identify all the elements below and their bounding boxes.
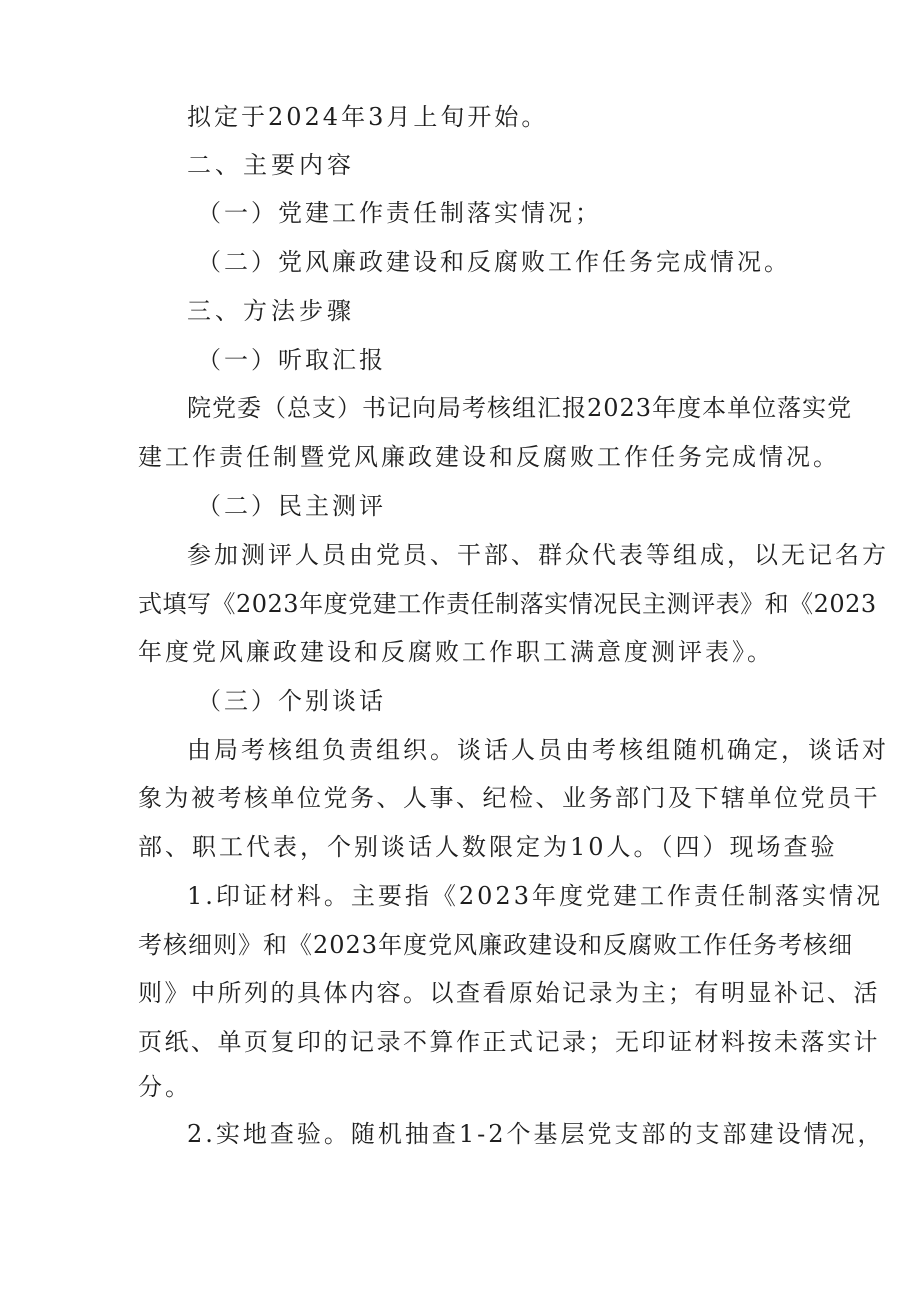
paragraph-line: 考核细则》和《2023年度党风廉政建设和反腐败工作任务考核细 — [138, 931, 854, 959]
section-heading: 三、方法步骤 — [187, 297, 355, 325]
paragraph-line: 1.印证材料。主要指《2023年度党建工作责任制落实情况 — [187, 882, 883, 910]
list-item: （一）党建工作责任制落实情况； — [197, 199, 602, 227]
paragraph-line: 参加测评人员由党员、干部、群众代表等组成，以无记名方 — [187, 541, 889, 569]
paragraph-line: 年度党风廉政建设和反腐败工作职工满意度测评表》。 — [138, 638, 774, 666]
paragraph-line: 则》中所列的具体内容。以查看原始记录为主；有明显补记、活 — [138, 979, 880, 1007]
paragraph-line: 建工作责任制暨党风廉政建设和反腐败工作任务完成情况。 — [138, 443, 840, 471]
paragraph-line: 由局考核组负责组织。谈话人员由考核组随机确定，谈话对 — [187, 736, 889, 764]
paragraph-line: 象为被考核单位党务、人事、纪检、业务部门及下辖单位党员干 — [138, 784, 880, 812]
subsection-heading: （三）个别谈话 — [197, 687, 386, 715]
subsection-heading: （一）听取汇报 — [197, 346, 386, 374]
paragraph-line: 部、职工代表，个别谈话人数限定为10人。（四）现场查验 — [138, 833, 838, 861]
paragraph-line: 式填写《2023年度党建工作责任制落实情况民主测评表》和《2023 — [138, 590, 877, 618]
section-heading: 二、主要内容 — [187, 151, 355, 179]
list-item: （二）党风廉政建设和反腐败工作任务完成情况。 — [197, 248, 791, 276]
paragraph-line: 拟定于2024年3月上旬开始。 — [187, 103, 549, 131]
paragraph-line: 分。 — [138, 1073, 192, 1101]
paragraph-line: 院党委（总支）书记向局考核组汇报2023年度本单位落实党 — [187, 394, 853, 422]
subsection-heading: （二）民主测评 — [197, 492, 386, 520]
paragraph-line: 2.实地查验。随机抽查1-2个基层党支部的支部建设情况， — [187, 1120, 885, 1148]
paragraph-line: 页纸、单页复印的记录不算作正式记录；无印证材料按未落实计 — [138, 1028, 880, 1056]
